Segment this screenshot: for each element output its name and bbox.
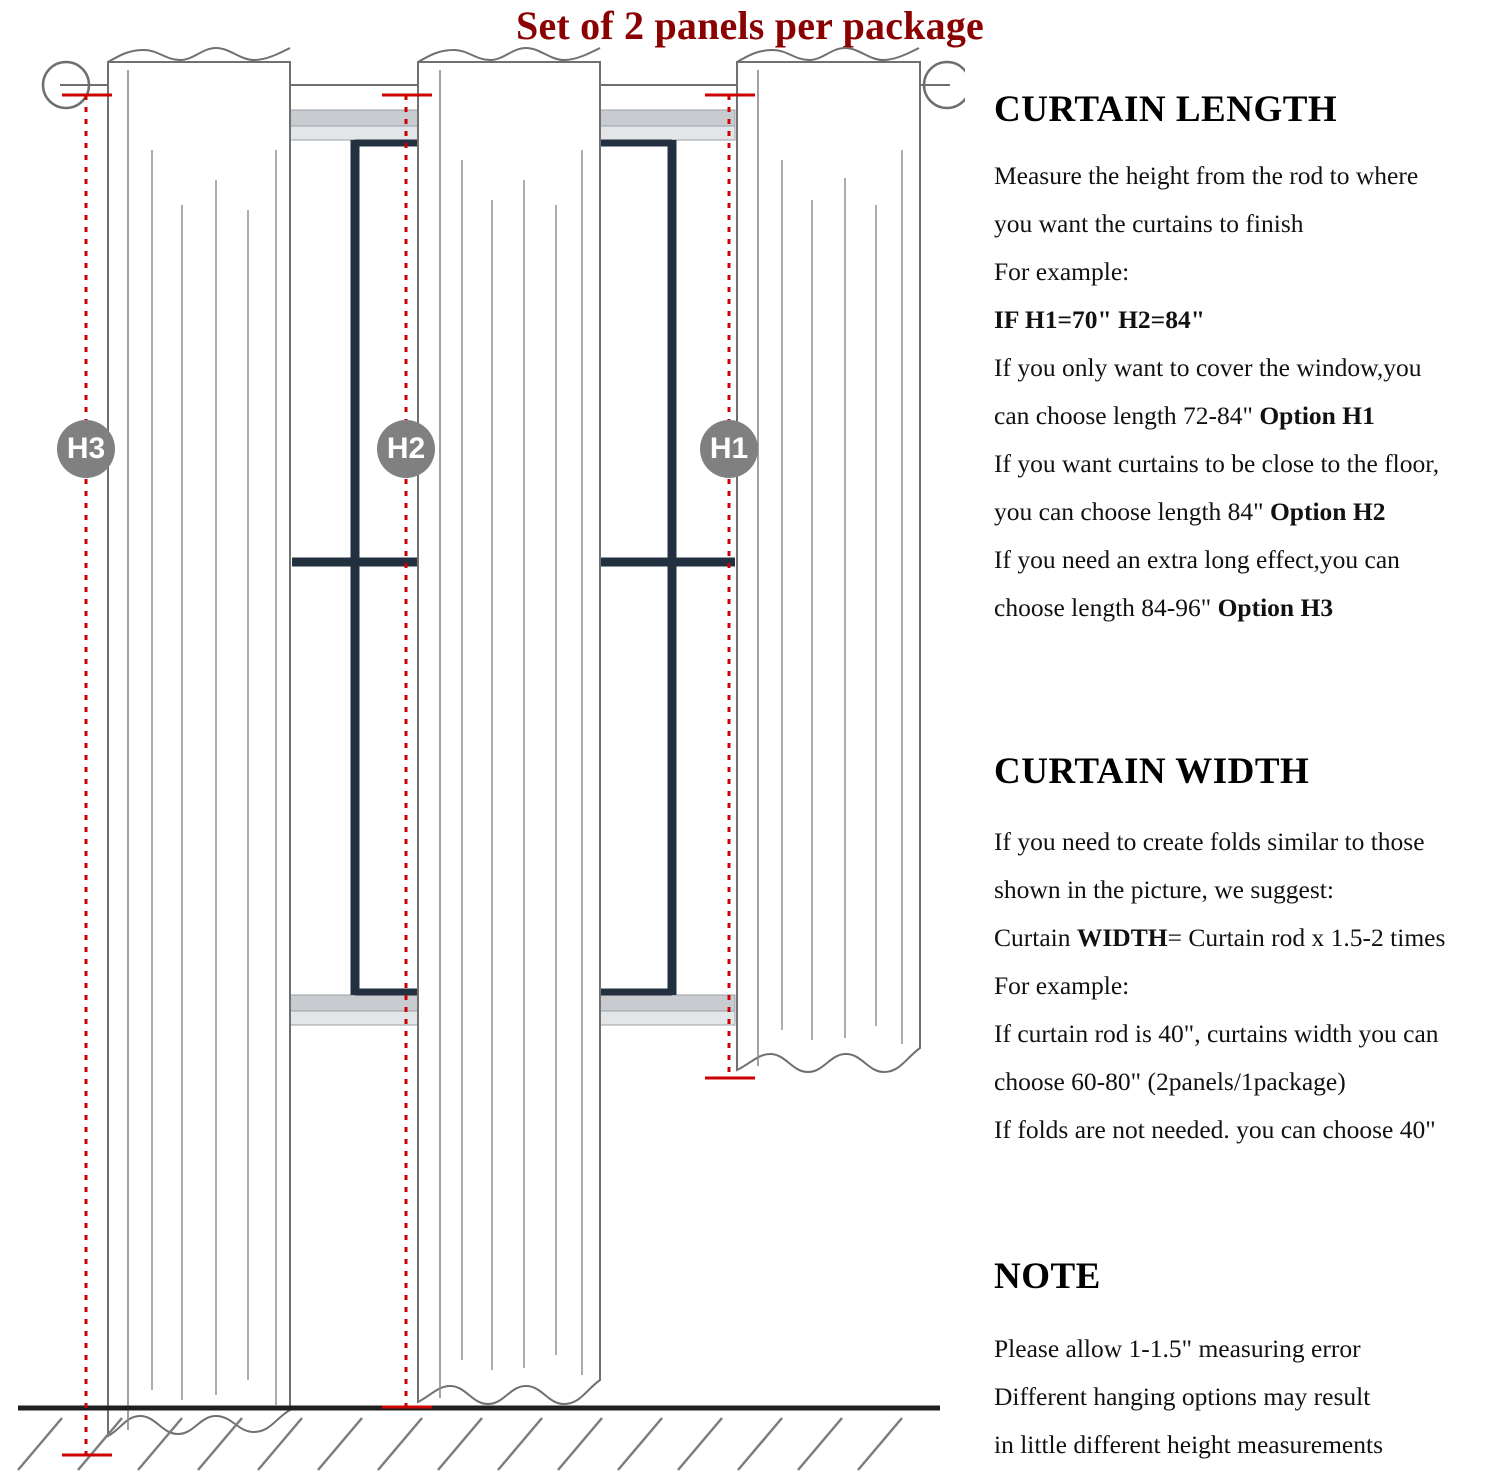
section-heading-curtain-width: CURTAIN WIDTH — [994, 751, 1310, 792]
badge-h3: H3 — [57, 420, 115, 478]
instruction-line: If you only want to cover the window,you — [994, 353, 1422, 382]
instruction-line: If you want curtains to be close to the floor, — [994, 449, 1440, 478]
instruction-line: If you need to create folds similar to those — [994, 827, 1425, 856]
instruction-line: Different hanging options may result — [994, 1382, 1371, 1411]
page-title: Set of 2 panels per package — [516, 3, 984, 48]
badge-h2: H2 — [377, 420, 435, 478]
instructions-column — [988, 0, 1500, 1483]
badge-h1: H1 — [700, 420, 758, 478]
section-heading-note: NOTE — [994, 1256, 1101, 1297]
instruction-line: Curtain WIDTH= Curtain rod x 1.5-2 times — [994, 923, 1446, 952]
instruction-line: shown in the picture, we suggest: — [994, 875, 1334, 904]
instruction-line: For example: — [994, 257, 1130, 286]
instruction-line: in little different height measurements — [994, 1430, 1383, 1459]
instruction-line: Measure the height from the rod to where — [994, 161, 1419, 190]
instruction-line: choose 60-80" (2panels/1package) — [994, 1067, 1346, 1096]
instruction-line: If curtain rod is 40", curtains width you can — [994, 1019, 1439, 1048]
section-heading-curtain-length: CURTAIN LENGTH — [994, 89, 1338, 130]
instruction-line: choose length 84-96" Option H3 — [994, 593, 1334, 622]
instruction-line: can choose length 72-84" Option H1 — [994, 401, 1375, 430]
measure-line-h3 — [62, 95, 112, 1455]
instruction-line: you can choose length 84" Option H2 — [994, 497, 1386, 526]
section-body-note — [994, 1325, 1500, 1469]
instruction-line: IF H1=70" H2=84" — [994, 305, 1205, 334]
instruction-line: For example: — [994, 971, 1130, 1000]
curtain-panel-h1 — [737, 48, 920, 1072]
instruction-line: you want the curtains to finish — [994, 209, 1304, 238]
instruction-line: If folds are not needed. you can choose 40" — [994, 1115, 1436, 1144]
section-body-curtain-width — [994, 818, 1500, 1154]
curtain-panel-h2 — [418, 48, 600, 1404]
section-body-curtain-length — [994, 152, 1500, 632]
curtain-panel-h3 — [108, 48, 290, 1436]
instruction-line: Please allow 1-1.5" measuring error — [994, 1334, 1361, 1363]
instruction-line: If you need an extra long effect,you can — [994, 545, 1400, 574]
